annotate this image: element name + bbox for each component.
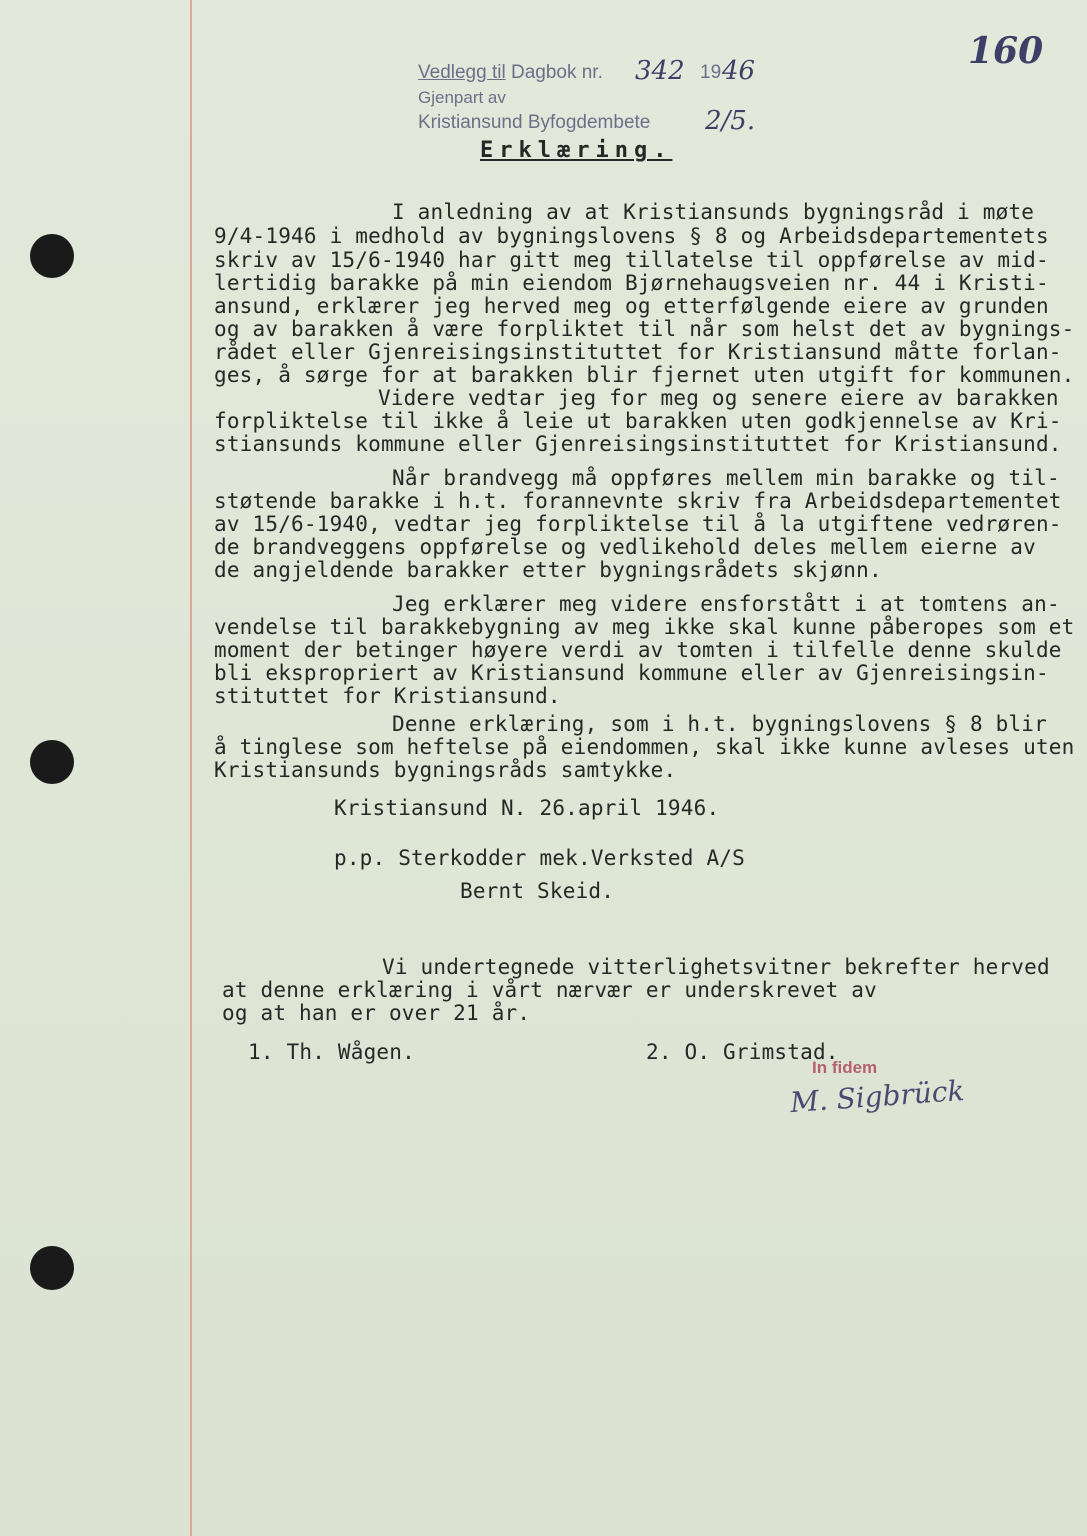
punch-hole-middle [30, 740, 74, 784]
witness-2: 2. O. Grimstad. [646, 1040, 839, 1064]
text-line: at denne erklæring i vårt nærvær er underskrevet av [222, 978, 877, 1002]
text-line: moment der betinger høyere verdi av tomten i tilfelle denne skulde [214, 638, 1062, 662]
text-line: ges, å sørge for at barakken blir fjernet uten utgift for kommunen. [214, 363, 1075, 387]
text-line: vendelse til barakkebygning av meg ikke skal kunne påberopes som et [214, 615, 1075, 639]
text-line: I anledning av at Kristiansunds bygningsråd i møte [392, 200, 1035, 224]
text-line: Kristiansunds bygningsråds samtykke. [214, 758, 677, 782]
text-line: Videre vedtar jeg for meg og senere eiere av barakken [378, 386, 1059, 410]
text-line: 9/4-1946 i medhold av bygningslovens § 8 og Arbeidsdepartementets [214, 224, 1049, 248]
stamp-office: Kristiansund Byfogdembete [418, 112, 651, 133]
company-signatory: p.p. Sterkodder mek.Verksted A/S [334, 846, 745, 870]
page-number: 160 [968, 30, 1044, 72]
punch-hole-top [30, 234, 74, 278]
punch-hole-bottom [30, 1246, 74, 1290]
text-line: og av barakken å være forpliktet til når som helst det av bygnings- [214, 317, 1075, 341]
place-date: Kristiansund N. 26.april 1946. [334, 796, 720, 820]
text-line: stiansunds kommune eller Gjenreisingsinstituttet for Kristiansund. [214, 432, 1062, 456]
witness-1: 1. Th. Wågen. [248, 1040, 415, 1064]
text-line: Vi undertegnede vitterlighetsvitner bekrefter herved [382, 955, 1050, 979]
stamp-dagbok: Dagbok nr. [510, 62, 603, 83]
text-line: forpliktelse til ikke å leie ut barakken uten godkjennelse av Kri- [214, 409, 1062, 433]
clerk-signature: M. Sigbrück [789, 1073, 966, 1120]
text-line: å tinglese som heftelse på eiendommen, skal ikke kunne avleses uten [214, 735, 1075, 759]
dagbok-number: 342 [635, 56, 685, 86]
stamp-prefix: Vedlegg til [418, 62, 506, 83]
signatory-name: Bernt Skeid. [460, 879, 615, 903]
text-line: skriv av 15/6-1940 har gitt meg tillatelse til oppførelse av mid- [214, 248, 1049, 272]
text-line: de angjeldende barakker etter bygningsrådets skjønn. [214, 558, 882, 582]
text-line: de brandveggens oppførelse og vedlikehold deles mellem eierne av [214, 535, 1036, 559]
date-hand: 2/5. [705, 106, 756, 136]
year-printed: 19 [700, 62, 722, 83]
text-line: rådet eller Gjenreisingsinstituttet for Kristiansund måtte forlan- [214, 340, 1062, 364]
document-title: Erklæring. [480, 138, 673, 163]
year-hand: 46 [722, 56, 756, 86]
text-line: Denne erklæring, som i h.t. bygningslovens § 8 blir [392, 712, 1047, 736]
stamp-line-1 [418, 62, 603, 84]
text-line: stituttet for Kristiansund. [214, 684, 561, 708]
text-line: bli ekspropriert av Kristiansund kommune eller av Gjenreisingsin- [214, 661, 1049, 685]
text-line: støtende barakke i h.t. forannevnte skriv fra Arbeidsdepartementet [214, 489, 1062, 513]
text-line: Jeg erklærer meg videre ensforstått i at tomtens an- [392, 592, 1060, 616]
margin-rule [190, 0, 192, 1536]
text-line: ansund, erklærer jeg herved meg og etterfølgende eiere av grunden [214, 294, 1049, 318]
in-fidem-stamp: In fidem [812, 1058, 878, 1077]
stamp-copy: Gjenpart av [418, 88, 506, 107]
text-line: Når brandvegg må oppføres mellem min barakke og til- [392, 466, 1060, 490]
text-line: av 15/6-1940, vedtar jeg forpliktelse til å la utgiftene vedrøren- [214, 512, 1062, 536]
text-line: lertidig barakke på min eiendom Bjørnehaugsveien nr. 44 i Kristi- [214, 271, 1049, 295]
text-line: og at han er over 21 år. [222, 1001, 531, 1025]
